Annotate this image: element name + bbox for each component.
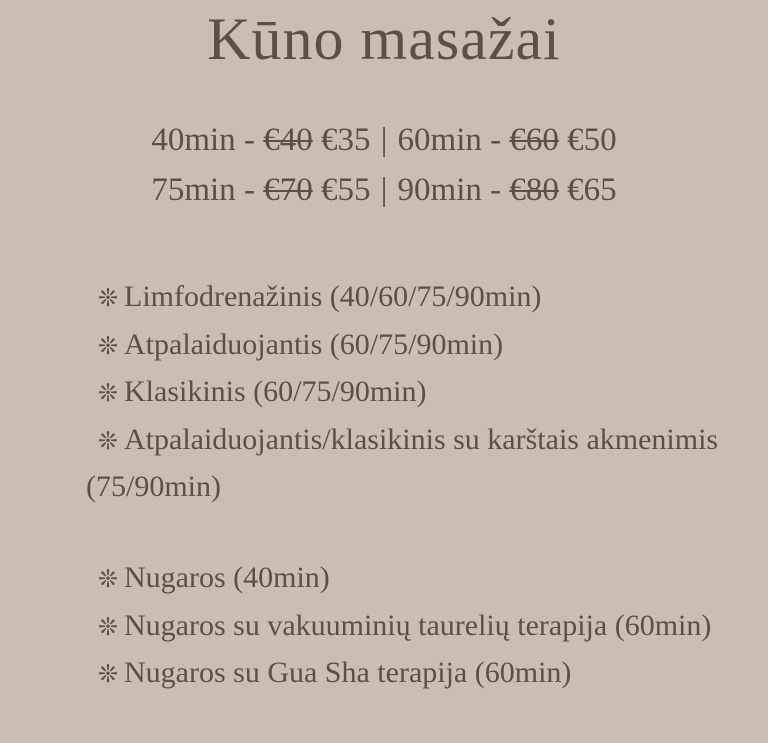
- old-price-75: €70: [263, 172, 313, 208]
- back-massage-list: [86, 555, 726, 698]
- dash: -: [243, 172, 255, 208]
- bullet-icon: ❊: [97, 565, 118, 593]
- list-item-label: Klasikinis (60/75/90min): [124, 375, 427, 408]
- list-item-label: Nugaros su vakuuminių taurelių terapija (60min): [124, 608, 712, 642]
- duration-60min: 60min: [397, 122, 482, 158]
- old-price-60: €60: [509, 122, 559, 158]
- list-item: [86, 603, 726, 651]
- bullet-icon: ❊: [97, 660, 118, 688]
- new-price-75: €55: [320, 172, 371, 208]
- page-title: Kūno masažai: [207, 6, 561, 72]
- duration-90min: 90min: [397, 172, 482, 208]
- duration-40min: 40min: [151, 122, 236, 158]
- list-item: [86, 555, 726, 603]
- old-price-40: €40: [263, 122, 313, 158]
- new-price-90: €65: [567, 172, 617, 208]
- list-item-label: Atpalaiduojantis (60/75/90min): [124, 327, 504, 361]
- list-item-label: Limfodrenažinis (40/60/75/90min): [124, 280, 542, 313]
- price-line-2: [0, 170, 768, 210]
- dash: -: [490, 172, 502, 208]
- bullet-icon: ❊: [97, 426, 118, 455]
- old-price-90: €80: [509, 172, 559, 208]
- separator: |: [380, 172, 388, 208]
- list-item: [86, 650, 726, 698]
- bullet-icon: ❊: [97, 379, 118, 407]
- new-price-40: €35: [320, 122, 371, 158]
- list-item: [86, 369, 726, 417]
- list-item: [86, 322, 726, 370]
- list-item-label: Atpalaiduojantis/klasikinis su karštais akmenimis (75/90min): [86, 422, 719, 503]
- list-item-label: Nugaros (40min): [124, 561, 330, 594]
- price-line-1: [0, 120, 768, 160]
- dash: -: [490, 122, 502, 158]
- new-price-60: €50: [567, 122, 617, 158]
- list-item: [86, 274, 726, 322]
- bullet-icon: ❊: [97, 331, 118, 360]
- list-item-label: Nugaros su Gua Sha terapija (60min): [124, 656, 572, 689]
- bullet-icon: ❊: [97, 612, 118, 641]
- bullet-icon: ❊: [97, 284, 118, 312]
- duration-75min: 75min: [151, 172, 236, 208]
- full-body-massage-list: [86, 274, 726, 511]
- list-item: [86, 417, 726, 511]
- separator: |: [380, 122, 388, 158]
- dash: -: [243, 122, 255, 158]
